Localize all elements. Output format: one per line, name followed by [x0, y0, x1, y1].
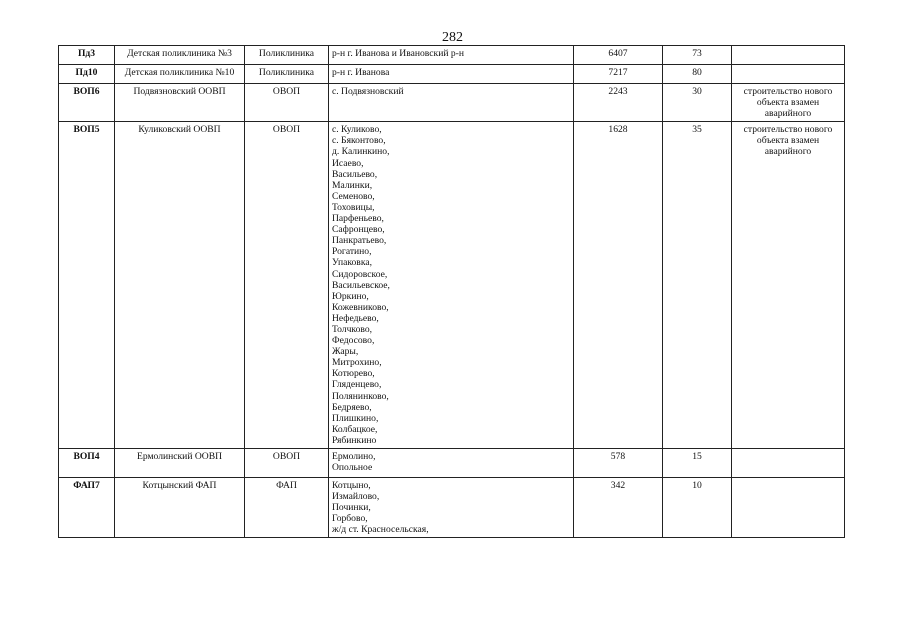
facility-code-cell: ВОП6 [59, 84, 115, 122]
settlement-name: Котцыно, [332, 480, 371, 491]
settlement-name: с. Куликово, [332, 124, 382, 136]
settlement-name: Ермолино, [332, 451, 376, 462]
settlement-name: Опольное [332, 462, 373, 474]
facility-name-cell: Куликовский ООВП [115, 122, 245, 449]
facilities-table [58, 45, 845, 538]
settlement-name: Толчково, [332, 323, 373, 335]
facility-name-cell: Ермолинский ООВП [115, 449, 245, 478]
table-body [59, 46, 845, 538]
settlement-name: Васильево, [332, 168, 378, 180]
settlement-name: Рогатино, [332, 246, 372, 258]
population-value-cell: 2243 [574, 84, 663, 122]
population-value-cell: 7217 [574, 65, 663, 84]
population-value-cell: 578 [574, 449, 663, 478]
facility-code-cell: Пд10 [59, 65, 115, 84]
table-row [59, 478, 845, 538]
settlement-name: Юркино, [332, 290, 369, 302]
settlement-name: Полянинково, [332, 390, 389, 402]
settlement-name: Васильевское, [332, 279, 390, 291]
settlement-name: Нефедьево, [332, 312, 379, 324]
service-area-cell [329, 449, 574, 478]
capacity-value-cell: 35 [663, 122, 732, 449]
settlement-name: с. Подвязновский [332, 86, 404, 97]
capacity-value-cell: 30 [663, 84, 732, 122]
settlement-name: Малинки, [332, 179, 373, 191]
population-value-cell: 1628 [574, 122, 663, 449]
settlement-name: Упаковка, [332, 257, 373, 269]
settlement-name: Панкратьево, [332, 235, 387, 247]
facility-name-cell: Детская поликлиника №3 [115, 46, 245, 65]
population-value-cell: 6407 [574, 46, 663, 65]
note-cell [732, 478, 845, 538]
settlement-name: Сидоровское, [332, 268, 388, 280]
note-cell: строительство нового объекта взамен аварийного [732, 84, 845, 122]
facility-code-cell: ВОП4 [59, 449, 115, 478]
service-area-cell [329, 122, 574, 449]
page-number: 282 [442, 30, 463, 45]
service-area-cell [329, 84, 574, 122]
note-cell [732, 449, 845, 478]
settlement-name: Сафронцево, [332, 224, 385, 236]
facility-type-cell: Поликлиника [245, 65, 329, 84]
settlement-name: р-н г. Иванова и Ивановский р-н [332, 48, 464, 59]
settlement-name: с. Бяконтово, [332, 135, 386, 147]
note-cell [732, 46, 845, 65]
table-row [59, 46, 845, 65]
settlement-name: Рябинкино [332, 434, 377, 446]
settlement-name: Семеново, [332, 190, 375, 202]
settlement-name: Котюрево, [332, 368, 375, 380]
table-row [59, 122, 845, 449]
service-area-cell [329, 65, 574, 84]
facility-name-cell: Детская поликлиника №10 [115, 65, 245, 84]
service-area-cell [329, 478, 574, 538]
settlement-name: Горбово, [332, 513, 368, 525]
settlement-name: д. Калинкино, [332, 146, 390, 158]
table-row [59, 449, 845, 478]
capacity-value-cell: 80 [663, 65, 732, 84]
facility-code-cell: Пд3 [59, 46, 115, 65]
settlement-name: Тоховицы, [332, 201, 375, 213]
settlement-name: Гляденцево, [332, 379, 382, 391]
settlement-name: Плишкино, [332, 412, 379, 424]
note-cell: строительство нового объекта взамен аварийного [732, 122, 845, 449]
settlement-name: Кожевниково, [332, 301, 389, 313]
settlement-name: Измайлово, [332, 491, 380, 503]
settlement-name: Жары, [332, 346, 359, 358]
facility-name-cell: Котцынский ФАП [115, 478, 245, 538]
service-area-cell [329, 46, 574, 65]
facility-type-cell: ОВОП [245, 84, 329, 122]
settlement-name: Исаево, [332, 157, 364, 169]
settlement-name: Парфеньево, [332, 213, 384, 225]
facility-type-cell: ОВОП [245, 122, 329, 449]
settlement-name: Федосово, [332, 335, 375, 347]
settlement-name: р-н г. Иванова [332, 67, 390, 78]
table-row [59, 84, 845, 122]
facility-type-cell: ФАП [245, 478, 329, 538]
settlement-name: Колбацкое, [332, 423, 378, 435]
settlement-name: Митрохино, [332, 357, 382, 369]
settlement-name: Бедряево, [332, 401, 372, 413]
facility-code-cell: ФАП7 [59, 478, 115, 538]
facility-code-cell: ВОП5 [59, 122, 115, 449]
note-cell [732, 65, 845, 84]
facility-name-cell: Подвязновский ООВП [115, 84, 245, 122]
settlement-name: ж/д ст. Красносельская, [332, 524, 429, 536]
capacity-value-cell: 15 [663, 449, 732, 478]
population-value-cell: 342 [574, 478, 663, 538]
table-row [59, 65, 845, 84]
capacity-value-cell: 10 [663, 478, 732, 538]
facility-type-cell: Поликлиника [245, 46, 329, 65]
capacity-value-cell: 73 [663, 46, 732, 65]
settlement-name: Починки, [332, 502, 371, 514]
facility-type-cell: ОВОП [245, 449, 329, 478]
